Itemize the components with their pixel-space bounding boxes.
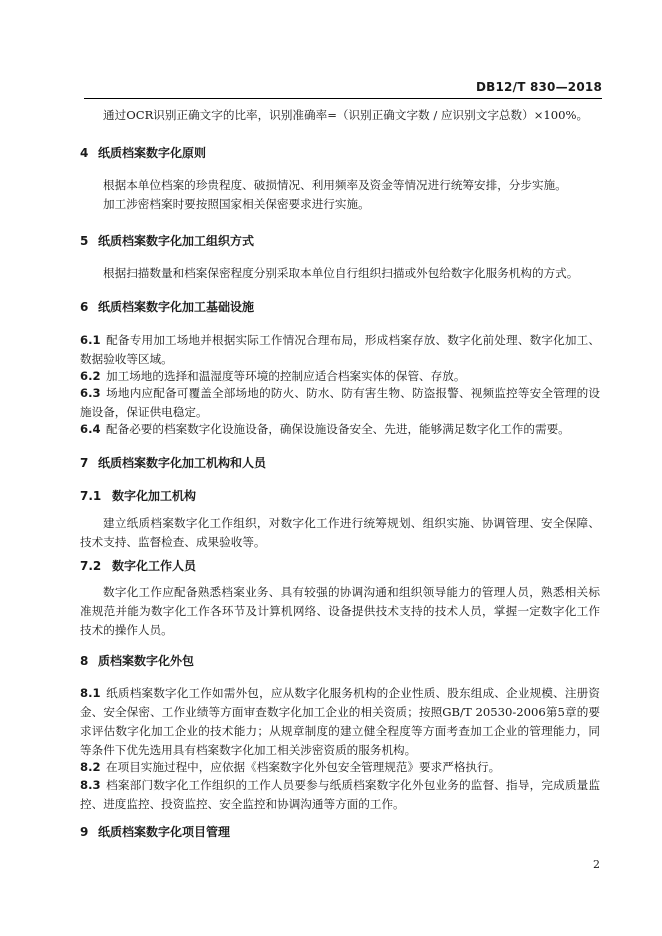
section-5-para-1: 根据扫描数量和档案保密程度分别采取本单位自行组织扫描或外包给数字化服务机构的方式。 xyxy=(103,266,579,280)
clause-text: 配备必要的档案数字化设施设备，确保设施设备安全、先进，能够满足数字化工作的需要。 xyxy=(106,422,570,436)
clause-6-1 xyxy=(80,331,600,369)
subsection-7-2-heading xyxy=(80,558,600,574)
section-7-heading xyxy=(80,455,600,471)
clause-number: 8.1 xyxy=(80,686,101,700)
section-number: 9 xyxy=(80,825,89,839)
clause-text: 在项目实施过程中，应依据《档案数字化外包安全管理规范》要求严格执行。 xyxy=(106,760,501,774)
section-title: 纸质档案数字化加工组织方式 xyxy=(98,234,255,248)
subsection-number: 7.2 xyxy=(80,559,102,573)
clause-8-1 xyxy=(80,684,600,760)
clause-8-2 xyxy=(80,758,600,777)
clause-8-3 xyxy=(80,776,600,814)
header-rule xyxy=(84,98,602,99)
subsection-number: 7.1 xyxy=(80,489,102,503)
section-number: 8 xyxy=(80,654,89,668)
section-4-heading xyxy=(80,145,600,161)
clause-number: 6.3 xyxy=(80,386,101,400)
clause-6-4 xyxy=(80,420,600,439)
document-code: DB12/T 830—2018 xyxy=(476,80,602,94)
section-number: 4 xyxy=(80,146,89,160)
clause-text: 场地内应配备可覆盖全部场地的防火、防水、防有害生物、防盗报警、视频监控等安全管理的设施设备，保证供电稳定。 xyxy=(80,386,600,419)
section-title: 纸质档案数字化项目管理 xyxy=(98,825,231,839)
section-number: 5 xyxy=(80,234,89,248)
subsection-title: 数字化工作人员 xyxy=(112,559,197,573)
clause-number: 6.4 xyxy=(80,422,101,436)
clause-number: 6.1 xyxy=(80,333,101,347)
subsection-7-1-heading xyxy=(80,488,600,504)
section-4-para-1: 根据本单位档案的珍贵程度、破损情况、利用频率及资金等情况进行统筹安排，分步实施。 xyxy=(103,178,567,192)
clause-number: 8.2 xyxy=(80,760,101,774)
clause-number: 6.2 xyxy=(80,369,101,383)
section-4-para-2: 加工涉密档案时要按照国家相关保密要求进行实施。 xyxy=(103,197,370,211)
subsection-title: 数字化加工机构 xyxy=(112,489,197,503)
subsection-7-1-para: 建立纸质档案数字化工作组织，对数字化工作进行统筹规划、组织实施、协调管理、安全保障、技术支持、监督检查、成果验收等。 xyxy=(80,516,600,549)
section-title: 纸质档案数字化加工机构和人员 xyxy=(98,456,267,470)
clause-text: 加工场地的选择和温湿度等环境的控制应适合档案实体的保管、存放。 xyxy=(106,369,466,383)
section-8-heading xyxy=(80,653,600,669)
section-5-heading xyxy=(80,233,600,249)
section-number: 7 xyxy=(80,456,89,470)
subsection-7-2-para: 数字化工作应配备熟悉档案业务、具有较强的协调沟通和组织领导能力的管理人员，熟悉相关标准规范并能为数字化工作各环节及计算机网络、设备提供技术支持的技术人员，掌握一定数字化工作技术的操作人员。 xyxy=(80,585,600,637)
clause-text: 配备专用加工场地并根据实际工作情况合理布局，形成档案存放、数字化前处理、数字化加工、数据验收等区域。 xyxy=(80,333,600,366)
continuation-paragraph: 通过OCR识别正确文字的比率，识别准确率=（识别正确文字数 / 应识别文字总数）×100%。 xyxy=(103,108,589,122)
section-title: 纸质档案数字化加工基础设施 xyxy=(98,300,255,314)
clause-number: 8.3 xyxy=(80,778,101,792)
section-9-heading xyxy=(80,824,600,840)
section-title: 质档案数字化外包 xyxy=(98,654,195,668)
section-number: 6 xyxy=(80,300,89,314)
page-number: 2 xyxy=(593,858,600,871)
section-title: 纸质档案数字化原则 xyxy=(98,146,207,160)
clause-text: 纸质档案数字化工作如需外包，应从数字化服务机构的企业性质、股东组成、企业规模、注册资金、安全保密、工作业绩等方面审查数字化加工企业的相关资质；按照GB/T 20530-2006第5章的要求评估数字化加工企业的技术能力；从规章制度的建立健全程度等方面考查加工企业的管理能力，同等条件下优先选用具有档案数字化加工相关涉密资质的服务机构。 xyxy=(80,686,600,757)
clause-text: 档案部门数字化工作组织的工作人员要参与纸质档案数字化外包业务的监督、指导，完成质量监控、进度监控、投资监控、安全监控和协调沟通等方面的工作。 xyxy=(80,778,600,811)
clause-6-3 xyxy=(80,384,600,422)
section-6-heading xyxy=(80,299,600,315)
